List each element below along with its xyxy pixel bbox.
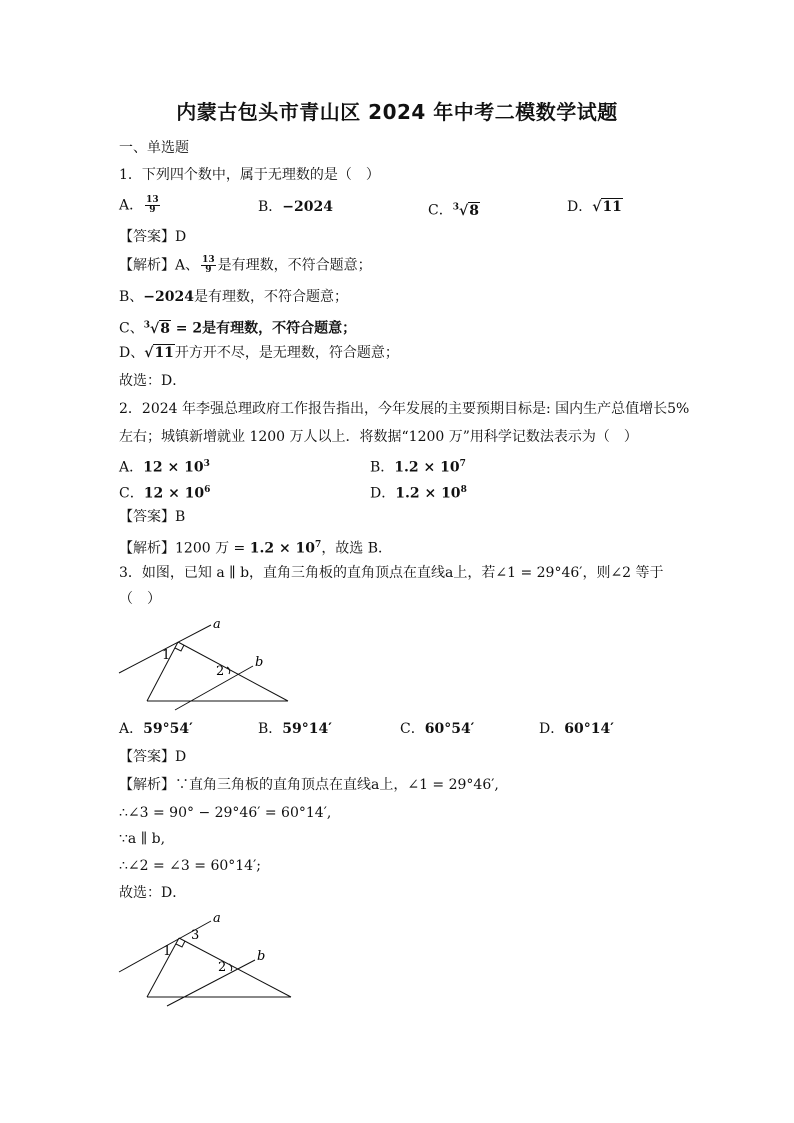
line-b [175, 666, 253, 710]
q3-explanation-1: 【解析】∵直角三角板的直角顶点在直线a上，∠1 = 29°46′, [119, 777, 499, 793]
label-angle-2: 2 [216, 664, 225, 679]
q1-explanation-1: 【解析】A、 $\frac{13}{9}$ 是有理数，不符合题意； [119, 255, 372, 275]
page-title: 内蒙古包头市青山区 2024 年中考二模数学试题 [176, 100, 618, 124]
q1-explanation-2: B、−2024是有理数，不符合题意； [119, 289, 348, 305]
q2-stem-1: 2．2024 年李强总理政府工作报告指出，今年发展的主要预期目标是: 国内生产总值增长5% [119, 401, 690, 417]
label-b-2: b [257, 949, 266, 964]
q2-answer: 【答案】B [119, 509, 186, 525]
q3-conclusion: 故选：D． [119, 885, 187, 901]
q3-answer: 【答案】D [119, 749, 187, 765]
label-a-2: a [213, 911, 221, 926]
label-angle-3: 3 [191, 928, 200, 943]
triangle-hypotenuse [178, 642, 288, 701]
q2-explanation: 【解析】1200 万 = $1.2 \times 10^7$，故选 B． [119, 540, 393, 557]
q3-solution-figure [115, 908, 305, 1013]
q2-option-a[interactable]: A．$12 \times 10^3$ [119, 459, 210, 476]
q3-stem-2: （ ） [119, 591, 161, 607]
square-root: √11 [592, 199, 622, 215]
q2-option-d[interactable]: D．$1.2 \times 10^8$ [370, 485, 467, 502]
q1-fraction: $\frac{13}{9}$ [146, 195, 159, 215]
q1-answer: 【答案】D [119, 229, 187, 245]
q1-stem: 1．下列四个数中，属于无理数的是（ ） [119, 167, 380, 183]
q3-stem-1: 3．如图，已知 a ∥ b，直角三角板的直角顶点在直线a上，若∠1 = 29°46′，则∠2 等于 [119, 565, 664, 581]
q3-option-b[interactable]: B．59°14′ [258, 721, 332, 737]
label-a: a [213, 617, 221, 632]
label-b: b [255, 655, 264, 670]
q3-explanation-3: ∵a ∥ b, [119, 831, 166, 847]
q2-stem-2: 左右；城镇新增就业 1200 万人以上．将数据“1200 万”用科学记数法表示为（ ） [119, 429, 638, 445]
q1-option-c[interactable]: C．$^3$√8 [428, 202, 479, 219]
q1-option-d[interactable]: D．√11 [567, 199, 622, 215]
section-heading: 一、单选题 [119, 140, 189, 156]
q1-explanation-4: D、√11开方开不尽，是无理数，符合题意； [119, 345, 399, 361]
q3-option-a[interactable]: A．59°54′ [119, 721, 193, 737]
q1-option-b[interactable]: B．−2024 [258, 199, 333, 215]
q1-conclusion: 故选：D． [119, 373, 187, 389]
q1-option-a[interactable]: A． $\frac{13}{9}$ [119, 195, 159, 215]
q3-option-c[interactable]: C．60°54′ [400, 721, 475, 737]
q2-option-c[interactable]: C．$12 \times 10^6$ [119, 485, 211, 502]
q3-option-d[interactable]: D．60°14′ [539, 721, 614, 737]
label-angle-1: 1 [162, 648, 171, 663]
cube-root: $^3$√8 [452, 202, 479, 219]
q3-explanation-2: ∴∠3 = 90° − 29°46′ = 60°14′, [119, 805, 332, 821]
q3-explanation-4: ∴∠2 = ∠3 = 60°14′; [119, 858, 261, 874]
q3-figure [115, 612, 305, 717]
label-angle-2-2: 2 [218, 960, 227, 975]
q2-option-b[interactable]: B．$1.2 \times 10^7$ [370, 459, 466, 476]
q1-explanation-3: C、$^3$√8 = 2是有理数，不符合题意； [119, 320, 357, 337]
label-angle-1-2: 1 [163, 944, 172, 959]
